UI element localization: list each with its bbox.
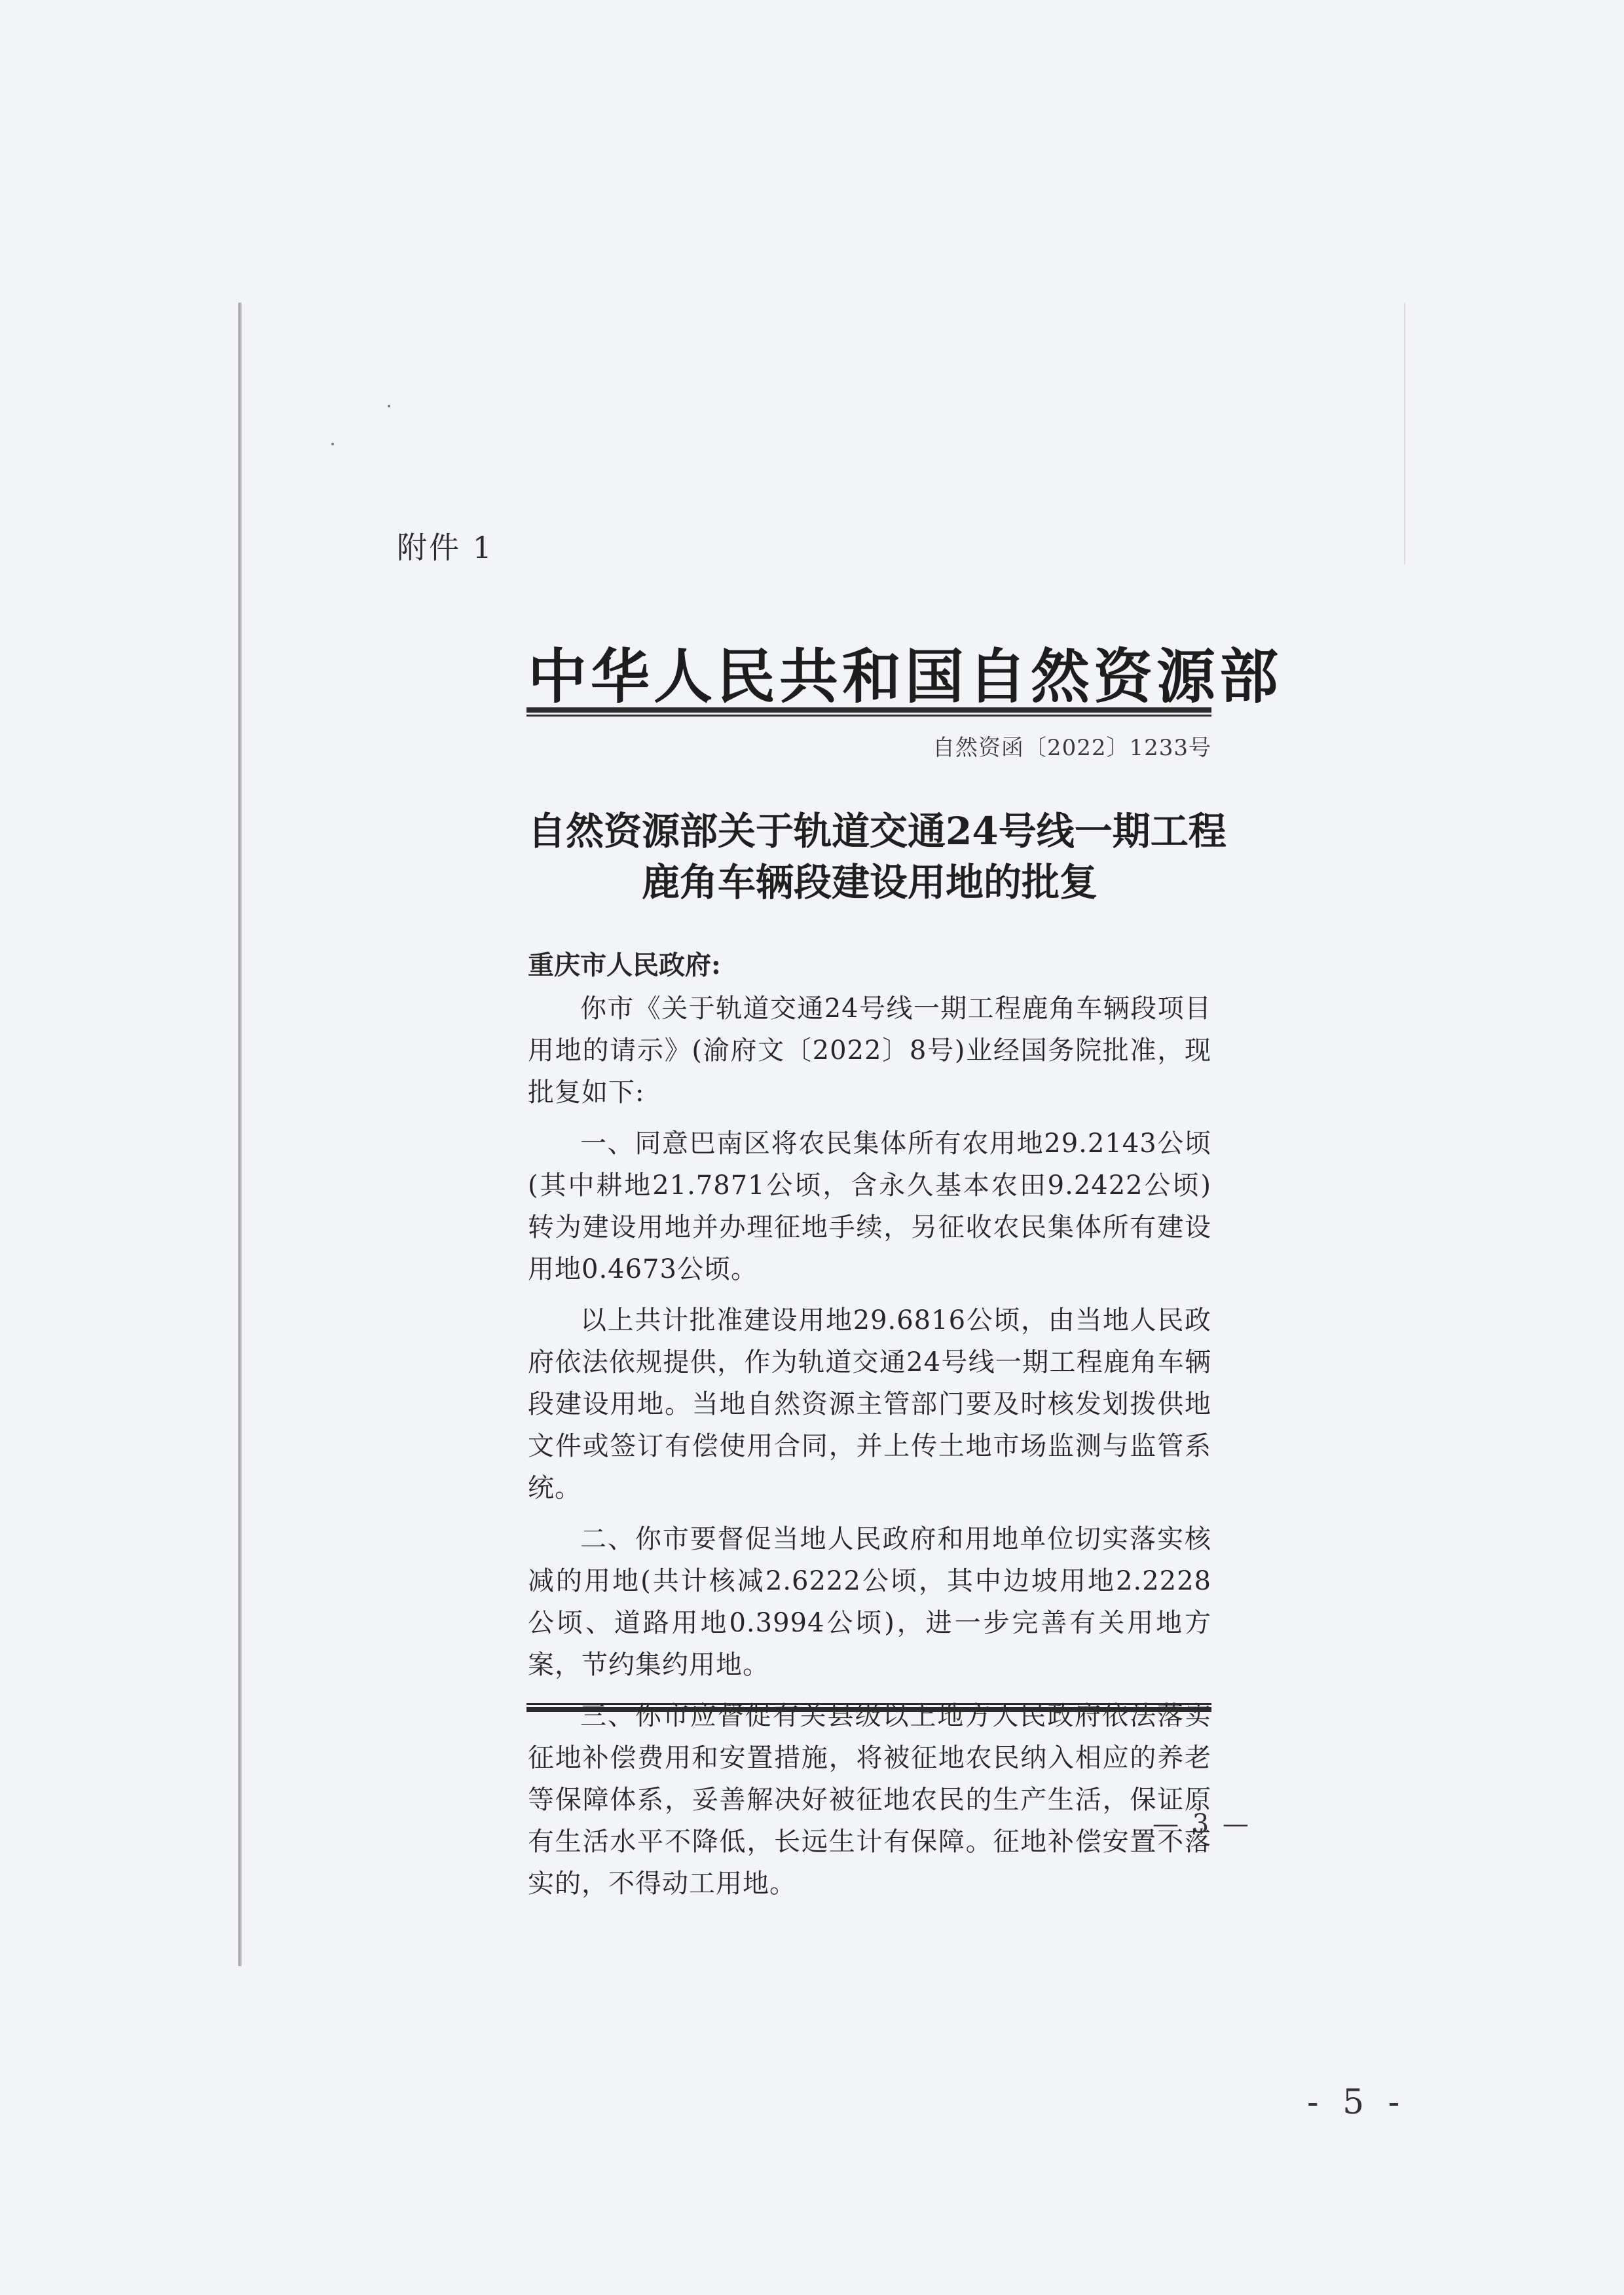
- paragraph-item-3: 三、你市应督促有关县级以上地方人民政府依法落实征地补偿费用和安置措施，将被征地农民纳入相应的养老等保障体系，妥善解决好被征地农民的生产生活，保证原有生活水平不降低，长远生计有保障。征地补偿安置不落实的，不得动工用地。: [528, 1701, 1211, 1899]
- paragraph-intro: 你市《关于轨道交通24号线一期工程鹿角车辆段项目用地的请示》(渝府文〔2022〕8号)业经国务院批准，现批复如下:: [528, 994, 1211, 1108]
- inner-page-number: — 3 —: [1153, 1809, 1251, 1839]
- document-body: [528, 944, 1211, 1914]
- paragraph-item-2: 二、你市要督促当地人民政府和用地单位切实落实核减的用地(共计核减2.6222公顷，其中边坡用地2.2228公顷、道路用地0.3994公顷)，进一步完善有关用地方案，节约集约用地。: [528, 1524, 1211, 1680]
- paragraph-item-1: 一、同意巴南区将农民集体所有农用地29.2143公顷(其中耕地21.7871公顷，含永久基本农田9.2422公顷)转为建设用地并办理征地手续，另征收农民集体所有建设用地0.4673公顷。: [528, 1129, 1211, 1284]
- document-number: 自然资函〔2022〕1233号: [932, 735, 1211, 761]
- scan-speck: [388, 405, 390, 407]
- outer-page-number: - 5 -: [1307, 2083, 1407, 2122]
- title-line-1: 自然资源部关于轨道交通24号线一期工程: [528, 809, 1227, 853]
- document-title: [528, 806, 1227, 908]
- paragraph-total: 以上共计批准建设用地29.6816公顷，由当地人民政府依法依规提供，作为轨道交通24号线一期工程鹿角车辆段建设用地。当地自然资源主管部门要及时核发划拨供地文件或签订有偿使用合同，并上传土地市场监测与监管系统。: [528, 1305, 1211, 1503]
- agency-header: 中华人民共和国自然资源部: [528, 642, 1282, 711]
- title-line-2: 鹿角车辆段建设用地的批复: [641, 860, 1098, 905]
- scan-edge-right: [1404, 303, 1405, 565]
- attachment-label: 附件 1: [397, 530, 494, 565]
- footer-double-rule: [526, 1703, 1211, 1712]
- scan-edge-left: [238, 303, 242, 1966]
- header-double-rule: [526, 707, 1211, 717]
- scan-speck: [331, 443, 334, 445]
- salutation: 重庆市人民政府:: [528, 950, 721, 980]
